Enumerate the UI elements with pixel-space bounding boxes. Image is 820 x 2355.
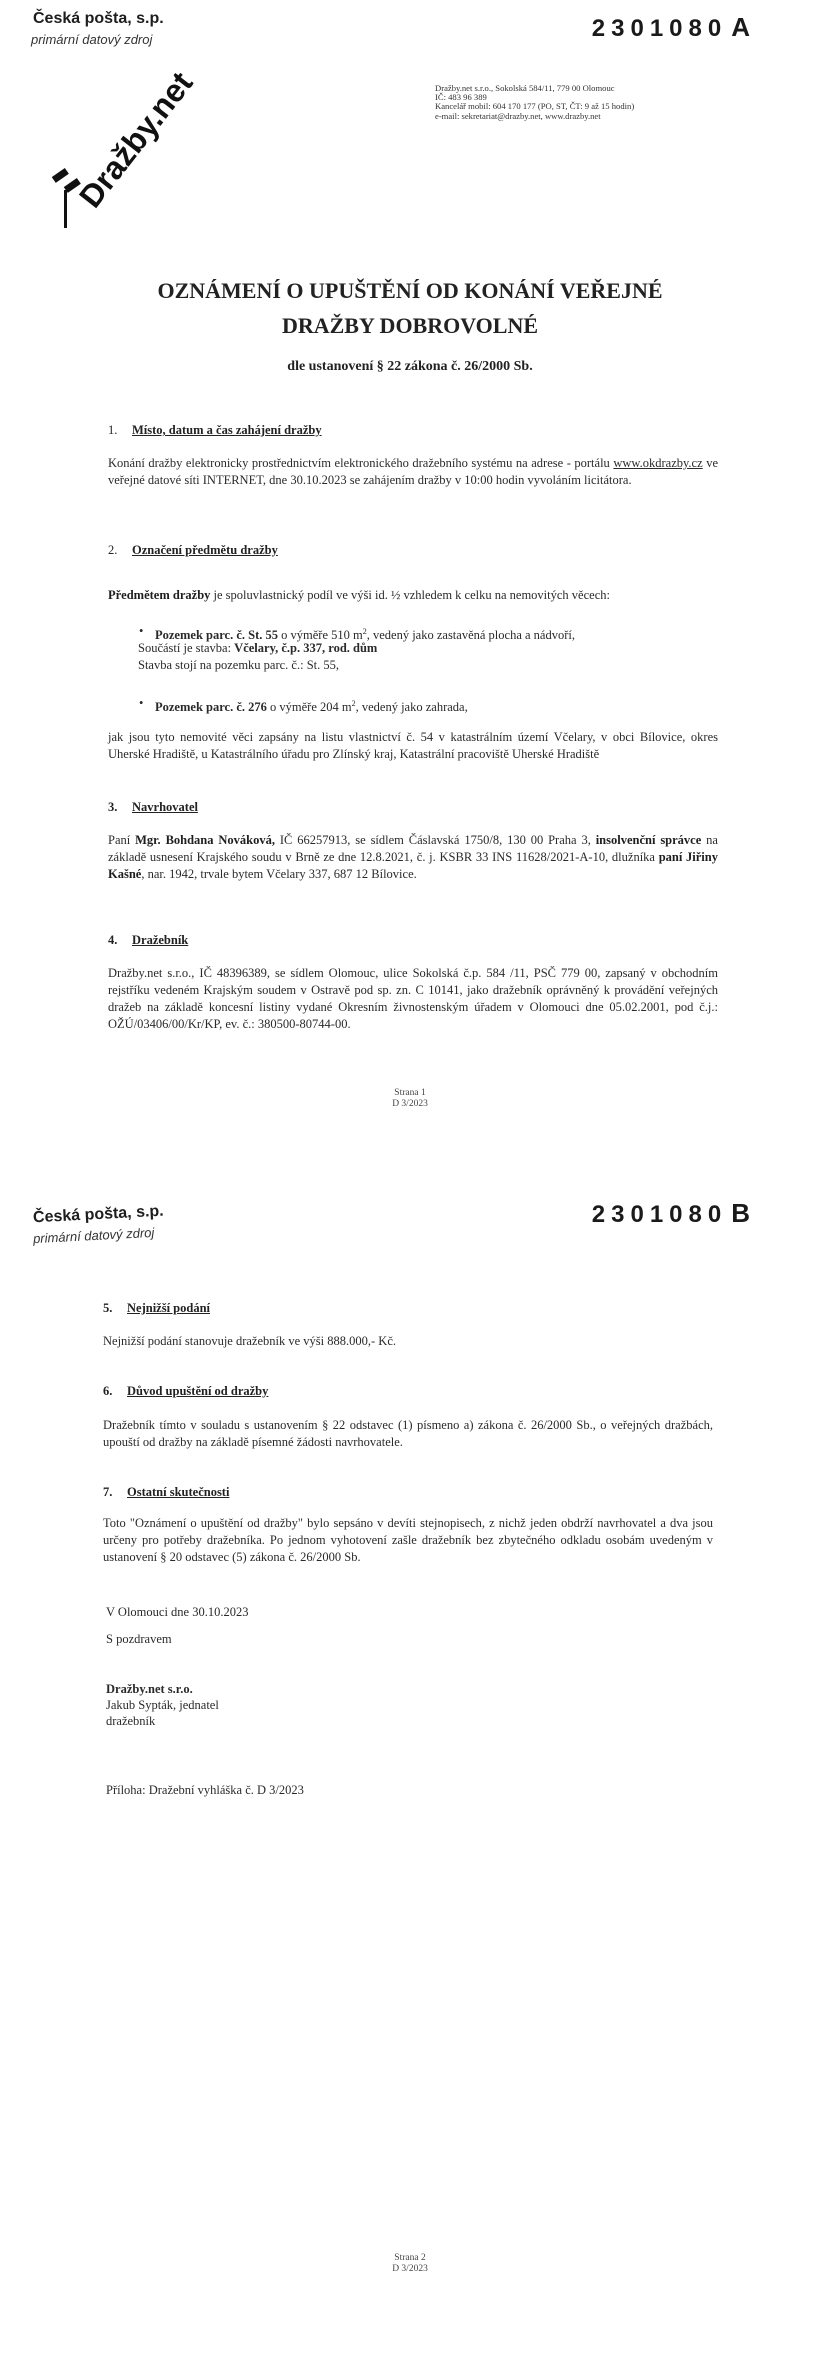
section-number: 4. <box>108 933 118 947</box>
section-2-outro: jak jsou tyto nemovité věci zapsány na listu vlastnictví č. 54 v katastrálním území Včelary, v obci Bílovice, okres Uherské Hradiště, u Katastrálního úřadu pro Zlínský kraj, Katastrální pracoviště Uherské Hradiště <box>108 730 718 761</box>
section-label: Označení předmětu dražby <box>132 543 278 557</box>
document-number-digits: 2301080 <box>591 1201 728 1228</box>
section-number: 2. <box>108 543 118 557</box>
document-number-suffix: A <box>731 12 750 42</box>
document-title-line2: DRAŽBY DOBROVOLNÉ <box>281 313 539 338</box>
page-number: Strana 2 <box>394 2253 426 2263</box>
section-6-text: Dražebník tímto v souladu s ustanovením § 22 odstavec (1) písmeno a) zákona č. 26/2000 Sb., o veřejných dražbách, upouští od dražby na základě písemné žádosti navrhovatele. <box>103 1418 713 1449</box>
postal-stamp-sub: primární datový zdroj <box>32 1224 155 1247</box>
administrator-name: Mgr. Bohdana Nováková, <box>135 833 275 847</box>
page-footer-1 <box>0 1088 820 1110</box>
logo-text: Dražby.net <box>72 64 200 215</box>
property-id: Pozemek parc. č. 276 <box>155 700 267 715</box>
letterhead-contact <box>435 84 634 121</box>
bullet-icon: • <box>139 696 144 710</box>
intro-rest: je spoluvlastnický podíl ve výši id. ½ vzhledem k celku na nemovitých věcech: <box>210 588 610 602</box>
section-1-heading <box>108 423 322 438</box>
property-area: o výměře 510 m <box>278 628 363 643</box>
section-label: Nejnižší podání <box>127 1301 211 1315</box>
letterhead-email: e-mail: sekretariat@drazby.net, www.drazby.net <box>435 110 601 121</box>
postal-stamp-org: Česká pošta, s.p. <box>32 1202 165 1227</box>
signature-block <box>106 1681 219 1729</box>
section-7-heading <box>103 1485 229 1500</box>
building-value: Včelary, č.p. 337, rod. dům <box>234 641 378 655</box>
building-label: Součástí je stavba: <box>138 641 235 655</box>
section-label: Dražebník <box>132 933 189 947</box>
section-7-text: Toto "Oznámení o upuštění od dražby" bylo sepsáno v devíti stejnopisech, z nichž jeden obdrží navrhovatel a dva jsou určeny pro potřeby dražebníka. Po jednom vyhotovení zašle dražebník bez zbytečného odkladu osobám uvedeným v ustanovení § 20 odstavec (5) zákona č. 26/2000 Sb. <box>103 1516 713 1564</box>
page-number: Strana 1 <box>394 1088 426 1098</box>
section-3-heading <box>108 800 198 815</box>
section-5-heading <box>103 1301 210 1316</box>
property-type: , vedený jako zahrada, <box>355 700 468 715</box>
property-item-1-building <box>138 640 698 657</box>
property-id: Pozemek parc. č. St. 55 <box>155 628 279 643</box>
debtor-name: paní Jiřiny Kašné <box>108 850 718 881</box>
section-1-text-b: ve veřejné datové síti INTERNET, dne 30.10.2023 se zahájením dražby v 10:00 hodin vyvoláním licitátora. <box>108 456 719 487</box>
unit-sup: 2 <box>362 627 367 636</box>
intro-bold: Předmětem dražby <box>108 588 211 602</box>
letterhead-phone: Kancelář mobil: 604 170 177 (PO, ST, ČT: 9 až 15 hodin) <box>435 101 635 112</box>
section-label: Místo, datum a čas zahájení dražby <box>132 423 322 437</box>
property-area: o výměře 204 m <box>266 700 352 715</box>
document-ref: D 3/2023 <box>392 1099 428 1109</box>
signature-person: Jakub Sypták, jednatel <box>106 1698 219 1712</box>
signature-company: Dražby.net s.r.o. <box>106 1682 193 1696</box>
section-5-text: Nejnižší podání stanovuje dražebník ve výši 888.000,- Kč. <box>103 1334 396 1348</box>
text: , nar. 1942, trvale bytem Včelary 337, 687 12 Bílovice. <box>141 867 417 881</box>
section-1-text-a: Konání dražby elektronicky prostřednictvím elektronického dražebního systému na adrese - portálu <box>108 456 610 470</box>
text: IČ 66257913, se sídlem Čáslavská 1750/8, 130 00 Praha 3, <box>275 833 596 847</box>
postal-stamp-sub: primární datový zdroj <box>31 32 153 47</box>
section-4-text: Dražby.net s.r.o., IČ 48396389, se sídlem Olomouc, ulice Sokolská č.p. 584 /11, PSČ 779 00, zapsaný v obchodním rejstříku vedeném Krajským soudem v Ostravě pod sp. zn. C 10141, jako dražebník oprávněný k provádění veřejných dražeb na základě koncesní listiny vydané Okresním živnostenským úřadem v Olomouci dne 05.02.2001, pod č.j.: OŽÚ/03406/00/Kr/KP, ev. č.: 380500-80744-00. <box>108 966 718 1031</box>
okdrazby-link[interactable]: www.okdrazby.cz <box>613 456 703 470</box>
section-1-text <box>108 455 718 489</box>
section-number: 3. <box>108 800 118 814</box>
document-number <box>592 1198 750 1229</box>
section-2-heading <box>108 543 278 558</box>
document-number <box>592 12 750 43</box>
section-2-intro <box>108 587 718 604</box>
postal-stamp-org: Česká pošta, s.p. <box>33 10 164 27</box>
section-3-text <box>108 832 718 883</box>
document-ref: D 3/2023 <box>392 2264 428 2274</box>
letterhead-ico: IČ: 483 96 389 <box>435 92 487 103</box>
attachment-note: Příloha: Dražební vyhláška č. D 3/2023 <box>106 1783 304 1797</box>
property-item-1-plot: Stavba stojí na pozemku parc. č.: St. 55, <box>138 658 340 672</box>
section-number: 7. <box>103 1485 113 1499</box>
property-type: , vedený jako zastavěná plocha a nádvoří, <box>366 628 575 643</box>
document-title-line1: OZNÁMENÍ O UPUŠTĚNÍ OD KONÁNÍ VEŘEJNÉ <box>157 278 663 303</box>
text: na základě usnesení Krajského soudu v Brně ze dne 12.8.2021, č. j. KSBR 33 INS 11628/2021-A-10, dlužníka <box>108 833 718 864</box>
letterhead-address: Dražby.net s.r.o., Sokolská 584/11, 779 00 Olomouc <box>435 83 615 93</box>
text: Paní <box>108 833 136 847</box>
section-number: 1. <box>108 423 118 437</box>
section-label: Navrhovatel <box>132 800 198 814</box>
document-number-suffix: B <box>731 1198 750 1228</box>
property-item-2 <box>139 695 715 716</box>
section-4-heading <box>108 933 188 948</box>
section-label: Důvod upuštění od dražby <box>127 1384 269 1398</box>
unit-sup: 2 <box>351 699 356 708</box>
signature-role: dražebník <box>106 1714 156 1728</box>
bullet-icon: • <box>139 624 144 638</box>
document-page-2 <box>0 1170 820 2355</box>
section-6-heading <box>103 1384 268 1399</box>
section-number: 5. <box>103 1301 113 1315</box>
document-number-digits: 2301080 <box>591 15 728 42</box>
document-subtitle: dle ustanovení § 22 zákona č. 26/2000 Sb. <box>287 359 533 374</box>
document-page-1 <box>0 0 820 1170</box>
section-number: 6. <box>103 1384 113 1398</box>
greeting: S pozdravem <box>106 1632 172 1646</box>
section-label: Ostatní skutečnosti <box>127 1485 230 1499</box>
administrator-role: insolvenční správce <box>595 833 702 847</box>
page-footer-2 <box>0 2253 820 2275</box>
place-date: V Olomouci dne 30.10.2023 <box>106 1605 249 1619</box>
